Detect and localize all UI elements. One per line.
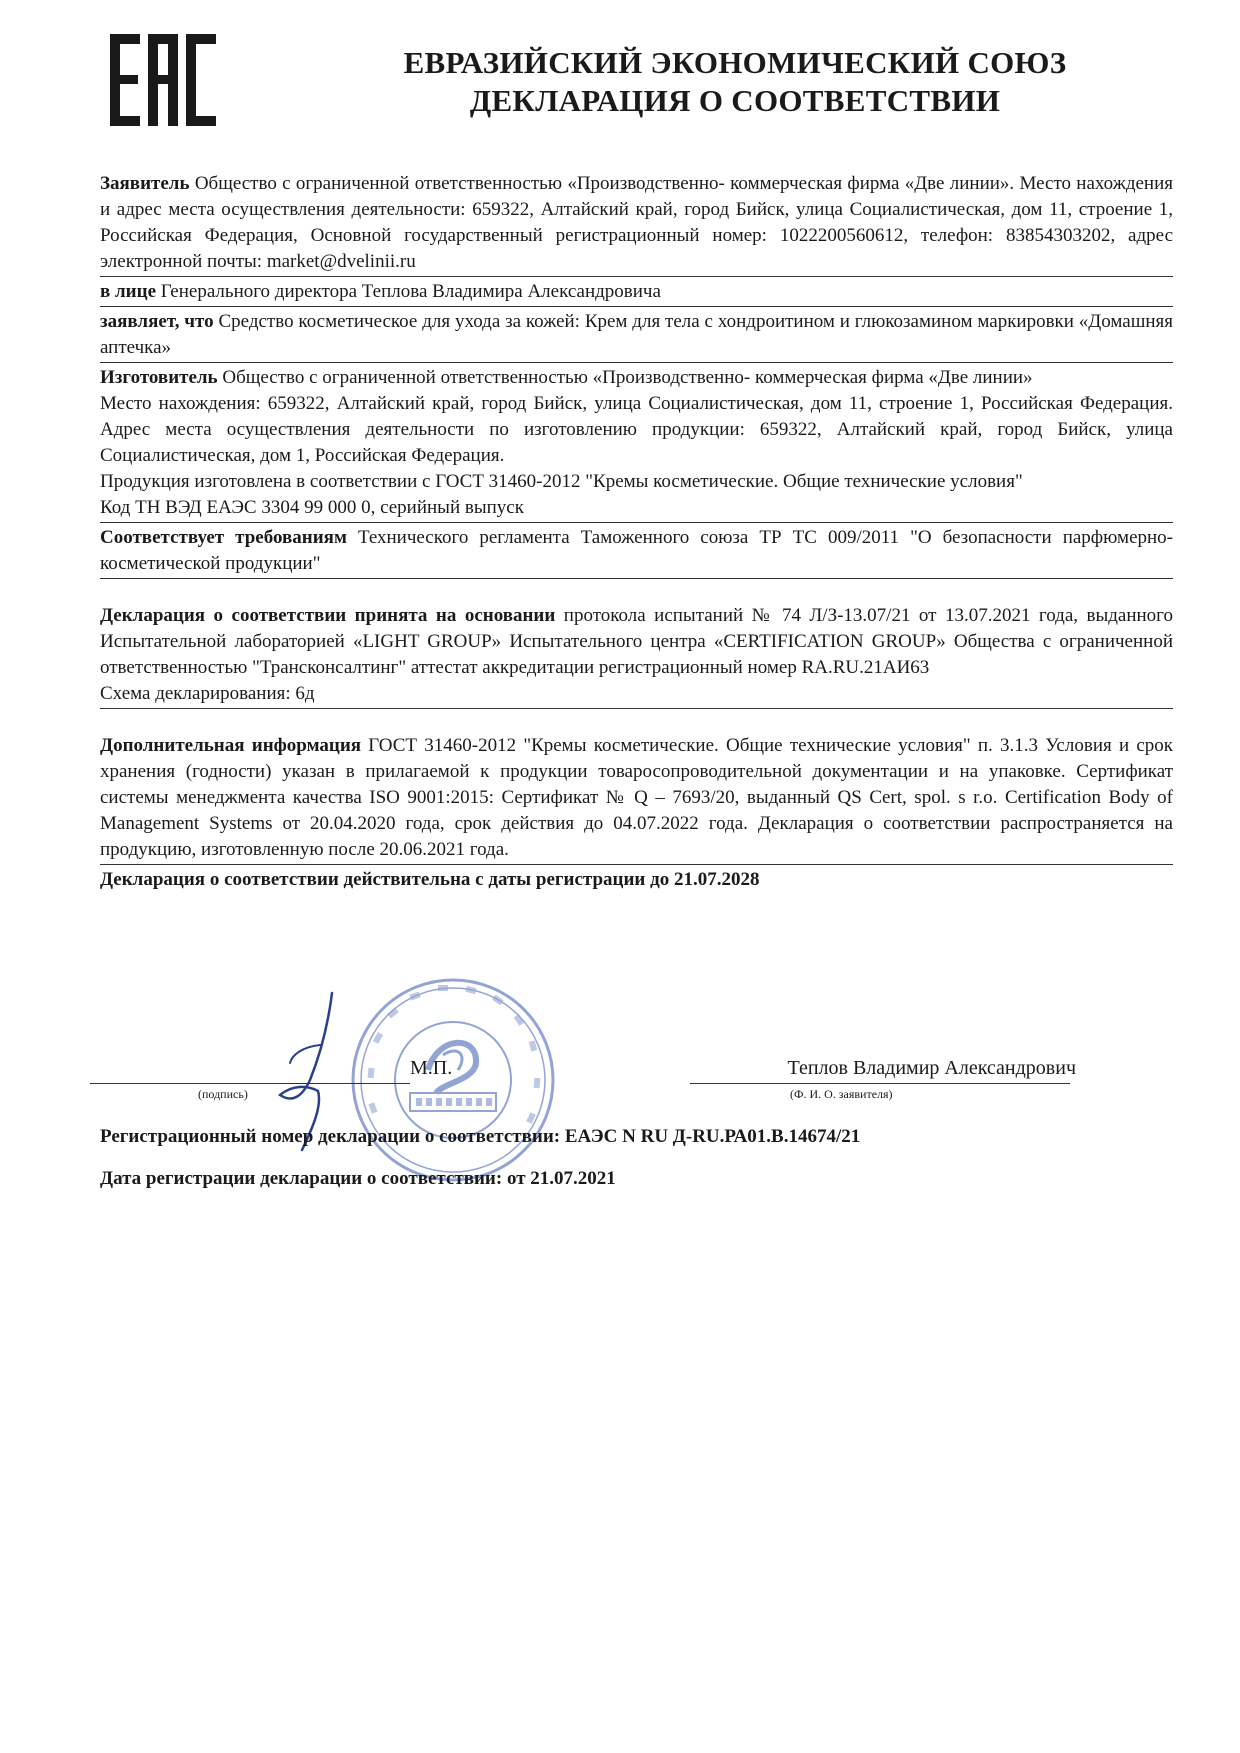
seal-place-label: М.П. xyxy=(410,1057,453,1079)
registration-date: Дата регистрации декларации о соответствии: от 21.07.2021 xyxy=(100,1168,616,1189)
basis-text: протокола испытаний № 74 Л/З-13.07/21 от 13.07.2021 года, выданного Испытательной лабораторией «LIGHT GROUP» Испытательного центра «CERTIFICATION GROUP» Общества с ограниченной ответственностью "Трансконсалтинг" аттестат аккредитации регистрационный номер RA.RU.21АИ63 xyxy=(100,605,1173,678)
manufacturer-name: Общество с ограниченной ответственностью «Производственно- коммерческая фирма «Две линии» xyxy=(222,367,1033,388)
signer-name-line xyxy=(690,1083,1070,1084)
represented-by-text: Генерального директора Теплова Владимира Александровича xyxy=(160,281,661,302)
signature-row xyxy=(90,1053,1140,1109)
document-title xyxy=(330,44,1140,120)
manufacturer-standard: Продукция изготовлена в соответствии с ГОСТ 31460-2012 "Кремы косметические. Общие технические условия" xyxy=(100,471,1023,492)
represented-by-section xyxy=(100,279,1173,307)
additional-info-label: Дополнительная информация xyxy=(100,735,362,756)
signature-caption: (подпись) xyxy=(198,1087,248,1101)
additional-info-text: ГОСТ 31460-2012 "Кремы косметические. Общие технические условия" п. 3.1.3 Условия и срок хранения (годности) указан в прилагаемой к продукции товаросопроводительной документации и на упаковке. Сертификат системы менеджмента качества ISO 9001:2015: Сертификат № Q – 7693/20, выданный QS Cert, spol. s r.o. Certification Body of Management Systems от 20.04.2020 года, срок действия до 04.07.2022 года. Декларация о соответствии распространяется на продукцию, изготовленную после 20.06.2021 года. xyxy=(100,735,1174,860)
manufacturer-location: Место нахождения: 659322, Алтайский край, город Бийск, улица Социалистическая, дом 11, строение 1, Российская Федерация. Адрес места осуществления деятельности по изготовлению продукции: 659322, Алтайский край, город Бийск, улица Социалистическая, дом 1, Российская Федерация. xyxy=(100,393,1173,466)
applicant-label: Заявитель xyxy=(100,173,190,194)
conforms-section xyxy=(100,525,1173,579)
additional-info-section xyxy=(100,733,1173,865)
conforms-text: Технического регламента Таможенного союза ТР ТС 009/2011 "О безопасности парфюмерно-косметической продукции" xyxy=(100,527,1173,574)
declares-section xyxy=(100,309,1173,363)
registration-number: Регистрационный номер декларации о соответствии: ЕАЭС N RU Д-RU.РА01.В.14674/21 xyxy=(100,1126,861,1147)
basis-section xyxy=(100,603,1173,709)
signer-name: Теплов Владимир Александрович xyxy=(787,1057,1076,1079)
declares-label: заявляет, что xyxy=(100,311,214,332)
applicant-section xyxy=(100,171,1173,277)
tn-ved-code: Код ТН ВЭД ЕАЭС 3304 99 000 0, серийный выпуск xyxy=(100,497,524,518)
signature-line xyxy=(90,1083,410,1084)
validity-period: Декларация о соответствии действительна с даты регистрации до 21.07.2028 xyxy=(100,869,760,890)
signer-name-caption: (Ф. И. О. заявителя) xyxy=(790,1087,893,1101)
eac-logo xyxy=(108,32,220,128)
represented-by-label: в лице xyxy=(100,281,156,302)
basis-label: Декларация о соответствии принята на основании xyxy=(100,605,556,626)
title-declaration: ДЕКЛАРАЦИЯ О СООТВЕТСТВИИ xyxy=(469,83,1001,118)
product-description: Средство косметическое для ухода за кожей: Крем для тела с хондроитином и глюкозамином маркировки «Домашняя аптечка» xyxy=(100,311,1174,358)
title-union: ЕВРАЗИЙСКИЙ ЭКОНОМИЧЕСКИЙ СОЮЗ xyxy=(403,45,1067,80)
manufacturer-label: Изготовитель xyxy=(100,367,218,388)
declaration-scheme: Схема декларирования: 6д xyxy=(100,683,315,704)
conforms-label: Соответствует требованиям xyxy=(100,527,347,548)
manufacturer-section xyxy=(100,365,1173,523)
applicant-text: Общество с ограниченной ответственностью «Производственно- коммерческая фирма «Две линии». Место нахождения и адрес места осуществления деятельности: 659322, Алтайский край, город Бийск, улица Социалистическая, дом 11, строение 1, Российская Федерация, Основной государственный регистрационный номер: 1022200560612, телефон: 83854303202, адрес электронной почты: market@dvelinii.ru xyxy=(100,173,1174,272)
declaration-body xyxy=(100,171,1173,893)
